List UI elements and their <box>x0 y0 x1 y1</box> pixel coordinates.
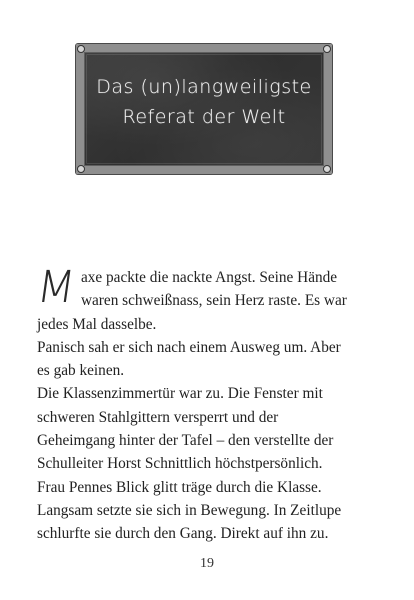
drop-cap: M <box>33 262 79 313</box>
page-number: 19 <box>200 556 214 571</box>
chalkboard-header <box>76 44 332 174</box>
text-line: axe packte die nackte Angst. Seine Hände <box>80 269 338 286</box>
text-line: jedes Mal dasselbe. <box>37 315 157 333</box>
nail-icon <box>77 45 85 53</box>
text-line: Frau Pennes Blick glitt träge durch die Klasse. <box>37 478 322 496</box>
chapter-title-line-2: Referat der Welt <box>122 106 286 128</box>
nail-icon <box>323 45 331 53</box>
chapter-title <box>92 72 316 132</box>
paragraph-1 <box>33 262 379 336</box>
text-line: es gab keinen. <box>37 362 125 380</box>
nail-icon <box>77 165 85 173</box>
paragraph-4 <box>37 476 379 546</box>
nail-icon <box>323 165 331 173</box>
text-line: schlurfte sie durch den Gang. Direkt auf ihn zu. <box>37 525 329 543</box>
text-line: Panisch sah er sich nach einem Ausweg um. Aber <box>37 338 341 356</box>
text-line: Geheimgang hinter der Tafel – den verstellte der <box>37 432 334 450</box>
text-line: Langsam setzte sie sich in Bewegung. In Zeitlupe <box>37 501 342 519</box>
paragraph-3 <box>37 382 379 475</box>
chapter-title-line-1: Das (un)langweiligste <box>96 76 312 98</box>
text-line: Schulleiter Horst Schnittlich höchstpersönlich. <box>37 455 323 473</box>
text-line: Die Klassenzimmertür war zu. Die Fenster mit <box>37 385 323 403</box>
text-line: waren schweißnass, sein Herz raste. Es war <box>80 292 347 310</box>
text-line: schweren Stahlgittern versperrt und der <box>37 408 279 426</box>
paragraph-2 <box>37 336 379 383</box>
chapter-body <box>33 262 379 546</box>
